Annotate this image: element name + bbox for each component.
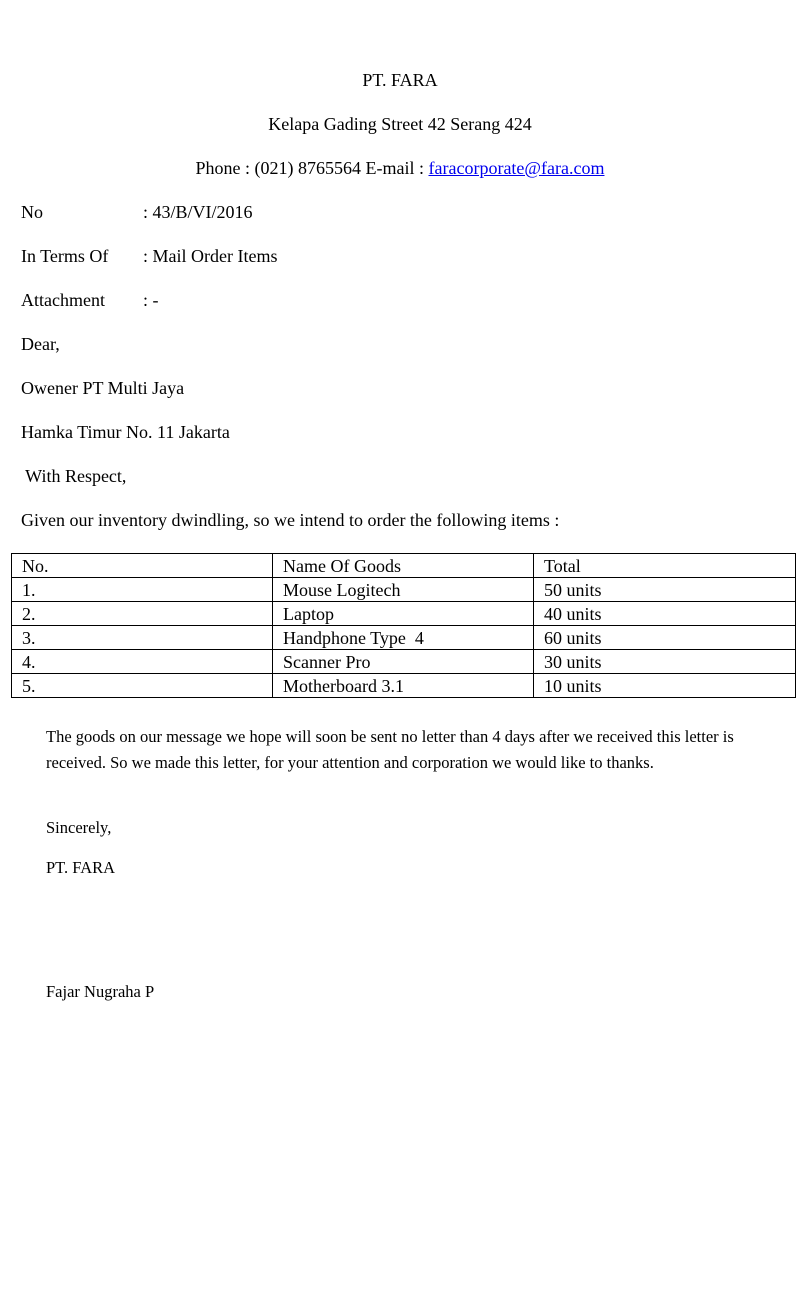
- email-link[interactable]: faracorporate@fara.com: [428, 158, 605, 178]
- field-label-attachment: Attachment: [21, 290, 105, 310]
- field-value-subject: : Mail Order Items: [143, 246, 278, 266]
- closing-paragraph: The goods on our message we hope will soon be sent no letter than 4 days after we received this letter is received. So we made this letter, for your attention and corporation we would like to thanks.: [46, 727, 734, 772]
- row-no: 5.: [12, 674, 273, 698]
- row-no: 1.: [12, 578, 273, 602]
- closing-company: PT. FARA: [46, 858, 116, 877]
- recipient-address: Hamka Timur No. 11 Jakarta: [21, 422, 230, 442]
- company-name: PT. FARA: [362, 70, 438, 90]
- signatory-name: Fajar Nugraha P: [46, 982, 155, 1001]
- field-value-attachment: : -: [143, 290, 159, 310]
- header-name-of-goods: Name Of Goods: [273, 554, 534, 578]
- contact-line: [0, 158, 800, 179]
- greeting: Dear,: [21, 334, 60, 354]
- table-row: [12, 674, 796, 698]
- row-goods-name: Laptop: [273, 602, 534, 626]
- goods-table: [11, 553, 796, 698]
- salutation: With Respect,: [21, 466, 127, 486]
- header-total: Total: [534, 554, 796, 578]
- sincerely-text: Sincerely,: [46, 818, 112, 837]
- field-value-no: : 43/B/VI/2016: [143, 202, 253, 222]
- row-total: 10 units: [534, 674, 796, 698]
- row-no: 2.: [12, 602, 273, 626]
- row-no: 3.: [12, 626, 273, 650]
- row-goods-name: Mouse Logitech: [273, 578, 534, 602]
- company-address: Kelapa Gading Street 42 Serang 424: [268, 114, 532, 134]
- phone-text: Phone : (021) 8765564 E-mail :: [195, 158, 429, 178]
- table-row: [12, 650, 796, 674]
- row-total: 60 units: [534, 626, 796, 650]
- header-no: No.: [12, 554, 273, 578]
- intro-text: Given our inventory dwindling, so we intend to order the following items :: [21, 510, 560, 530]
- recipient-name: Owener PT Multi Jaya: [21, 378, 185, 398]
- table-row: [12, 578, 796, 602]
- field-label-subject: In Terms Of: [21, 246, 109, 266]
- table-header-row: [12, 554, 796, 578]
- table-row: [12, 626, 796, 650]
- row-total: 30 units: [534, 650, 796, 674]
- field-label-no: No: [21, 202, 43, 222]
- row-goods-name: Handphone Type 4: [273, 626, 534, 650]
- row-no: 4.: [12, 650, 273, 674]
- table-row: [12, 602, 796, 626]
- row-total: 40 units: [534, 602, 796, 626]
- row-goods-name: Scanner Pro: [273, 650, 534, 674]
- row-goods-name: Motherboard 3.1: [273, 674, 534, 698]
- row-total: 50 units: [534, 578, 796, 602]
